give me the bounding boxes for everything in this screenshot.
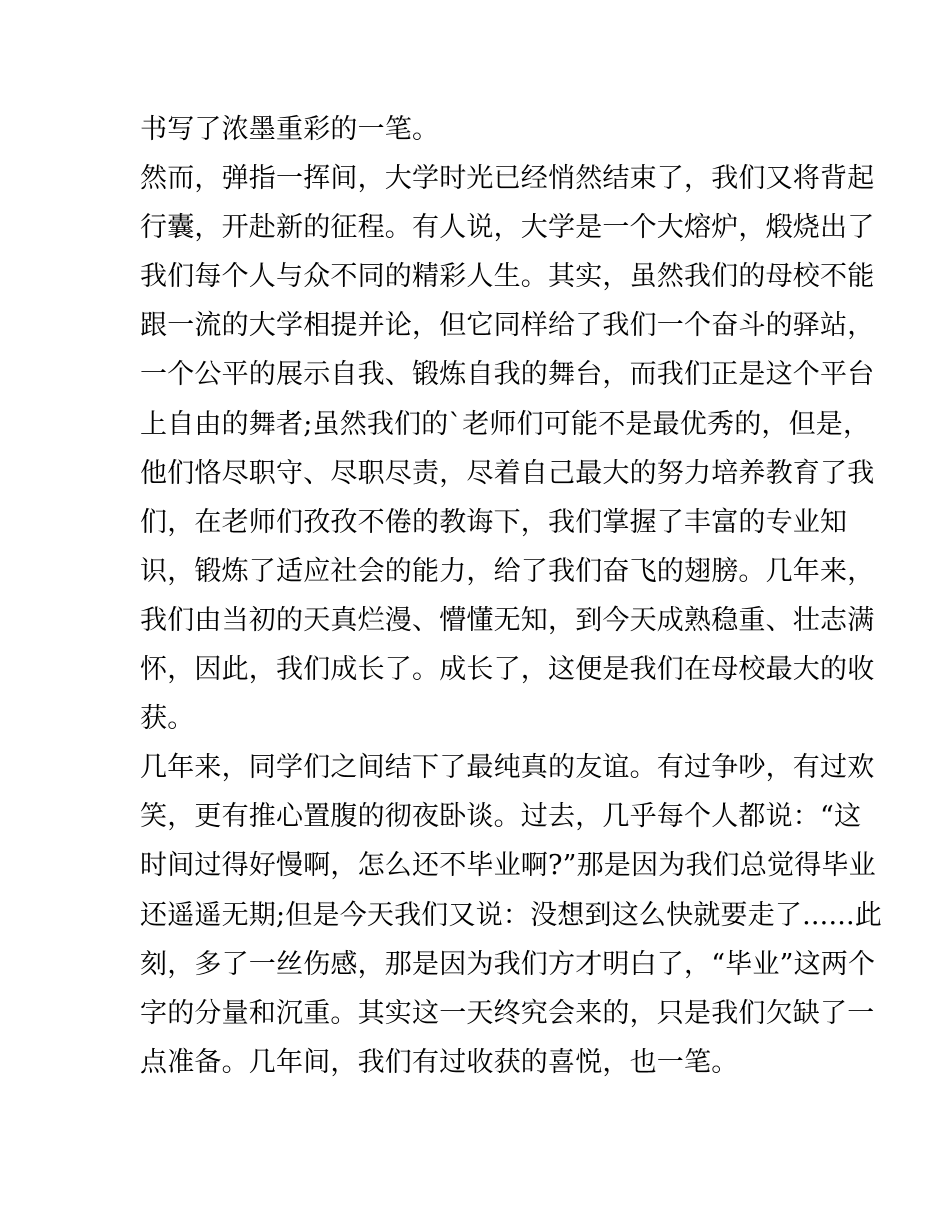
text-line: 他们恪尽职守、尽职尽责，尽着自己最大的努力培养教育了我 bbox=[140, 457, 875, 489]
text-line: 几年来，同学们之间结下了最纯真的友谊。有过争吵，有过欢 bbox=[140, 752, 875, 784]
text-line: 怀，因此，我们成长了。成长了，这便是我们在母校最大的收 bbox=[140, 654, 875, 686]
text-line: 书写了浓墨重彩的一笔。 bbox=[140, 114, 440, 145]
text-line: 我们由当初的天真烂漫、懵懂无知，到今天成熟稳重、壮志满 bbox=[140, 604, 875, 636]
text-line: 时间过得好慢啊，怎么还不毕业啊?”那是因为我们总觉得毕业 bbox=[140, 850, 876, 882]
text-line: 跟一流的大学相提并论，但它同样给了我们一个奋斗的驿站， bbox=[140, 310, 875, 342]
text-line: 字的分量和沉重。其实这一天终究会来的，只是我们欠缺了一 bbox=[140, 997, 875, 1029]
text-line: 们，在老师们孜孜不倦的教诲下，我们掌握了丰富的专业知 bbox=[140, 506, 848, 538]
text-line: 行囊，开赴新的征程。有人说，大学是一个大熔炉，煅烧出了 bbox=[140, 212, 875, 244]
text-line: 笑，更有推心置腹的彻夜卧谈。过去，几乎每个人都说：“这 bbox=[140, 801, 862, 833]
text-line: 点准备。几年间，我们有过收获的喜悦，也一笔。 bbox=[140, 1046, 739, 1078]
document-body bbox=[140, 105, 882, 1087]
text-line: 获。 bbox=[140, 703, 195, 735]
text-line: 一个公平的展示自我、锻炼自我的舞台，而我们正是这个平台 bbox=[140, 359, 875, 391]
text-line: 刻，多了一丝伤感，那是因为我们方才明白了，“毕业”这两个 bbox=[140, 948, 876, 980]
text-line: 上自由的舞者;虽然我们的`老师们可能不是最优秀的，但是， bbox=[140, 408, 871, 440]
text-line: 然而，弹指一挥间，大学时光已经悄然结束了，我们又将背起 bbox=[140, 163, 875, 195]
text-line: 还遥遥无期;但是今天我们又说：没想到这么快就要走了......此 bbox=[140, 899, 882, 931]
text-line: 识，锻炼了适应社会的能力，给了我们奋飞的翅膀。几年来， bbox=[140, 555, 875, 587]
text-line: 我们每个人与众不同的精彩人生。其实，虽然我们的母校不能 bbox=[140, 261, 875, 293]
